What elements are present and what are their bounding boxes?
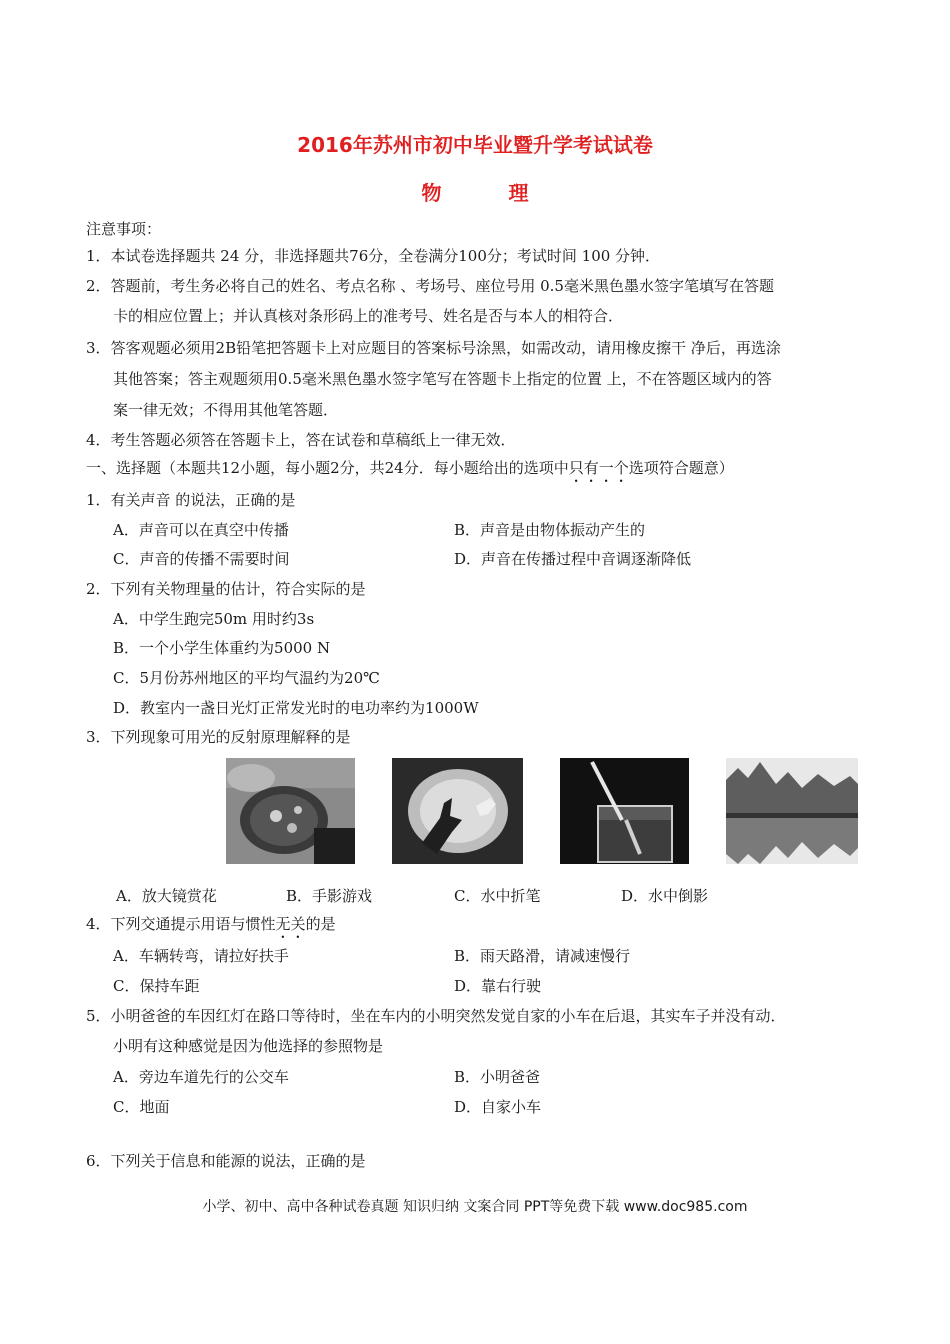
- section-heading: 一、选择题（本题共12小题，每小题2分，共24分．每小题给出的选项中只有一个选项符合题意）: [86, 459, 734, 477]
- water-reflection-photo: [726, 758, 858, 864]
- option-a: A．中学生跑完50m 用时约3s: [113, 610, 315, 628]
- note-line: 4．考生答题必须答在答题卡上，答在试卷和草稿纸上一律无效．: [86, 431, 516, 449]
- option-b: B．一个小学生体重约为5000 N: [113, 639, 331, 657]
- note-line: 2．答题前，考生务必将自己的姓名、考点名称 、考场号、座位号用 0.5毫米黑色墨水签字笔填写在答题: [86, 277, 774, 295]
- bent-pencil-photo: [560, 758, 689, 864]
- option-d: D．靠右行驶: [454, 977, 542, 995]
- question-stem: 3．下列现象可用光的反射原理解释的是: [86, 728, 351, 746]
- option-c: C．水中折笔: [454, 887, 541, 905]
- question-stem: 小明有这种感觉是因为他选择的参照物是: [113, 1037, 384, 1055]
- option-c: C．地面: [113, 1098, 170, 1116]
- note-line: 案一律无效；不得用其他笔答题．: [113, 401, 339, 419]
- option-a: A．车辆转弯，请拉好扶手: [113, 947, 289, 965]
- magnifier-flower-photo: [226, 758, 355, 864]
- note-line: 卡的相应位置上；并认真核对条形码上的准考号、姓名是否与本人的相符合．: [113, 307, 624, 325]
- exam-title: 2016年苏州市初中毕业暨升学考试试卷: [297, 133, 653, 157]
- question-stem: 4．下列交通提示用语与惯性无关的是: [86, 915, 336, 933]
- subject-title: 物 理: [421, 181, 559, 205]
- note-line: 3．答客观题必须用2B铅笔把答题卡上对应题目的答案标号涂黑，如需改动，请用橡皮擦干 净后，再选涂: [86, 339, 781, 357]
- question-stem: 1．有关声音 的说法，正确的是: [86, 491, 296, 509]
- emphasis-text: 无关: [275, 915, 306, 933]
- hand-shadow-photo: [392, 758, 523, 864]
- option-d: D．水中倒影: [621, 887, 709, 905]
- option-b: B．雨天路滑，请减速慢行: [454, 947, 631, 965]
- option-d: D．声音在传播过程中音调逐渐降低: [454, 550, 692, 568]
- option-a: A．声音可以在真空中传播: [113, 521, 289, 539]
- note-line: 其他答案；答主观题须用0.5毫米黑色墨水签字笔写在答题卡上指定的位置 上，不在答题区域内的答: [113, 370, 772, 388]
- question-stem: 2．下列有关物理量的估计，符合实际的是: [86, 580, 366, 598]
- footer-text: 小学、初中、高中各种试卷真题 知识归纳 文案合同 PPT等免费下载 www.doc985.com: [202, 1199, 748, 1215]
- option-c: C．声音的传播不需要时间: [113, 550, 290, 568]
- notes-heading: 注意事项：: [86, 220, 162, 238]
- note-line: 1．本试卷选择题共 24 分，非选择题共76分，全卷满分100分；考试时间 100 分钟．: [86, 247, 661, 265]
- option-a: A．放大镜赏花: [116, 887, 217, 905]
- option-c: C．5月份苏州地区的平均气温约为20℃: [113, 669, 380, 687]
- emphasis-text: 只有一个: [568, 459, 629, 477]
- option-d: D．自家小车: [454, 1098, 542, 1116]
- option-b: B．手影游戏: [286, 887, 373, 905]
- option-b: B．小明爸爸: [454, 1068, 541, 1086]
- option-d: D．教室内一盏日光灯正常发光时的电功率约为1000W: [113, 699, 479, 717]
- question-stem: 5．小明爸爸的车因红灯在路口等待时，坐在车内的小明突然发觉自家的小车在后退，其实车子并没有动．: [86, 1007, 786, 1025]
- option-a: A．旁边车道先行的公交车: [113, 1068, 289, 1086]
- option-c: C．保持车距: [113, 977, 200, 995]
- question-stem: 6．下列关于信息和能源的说法，正确的是: [86, 1152, 366, 1170]
- option-b: B．声音是由物体振动产生的: [454, 521, 646, 539]
